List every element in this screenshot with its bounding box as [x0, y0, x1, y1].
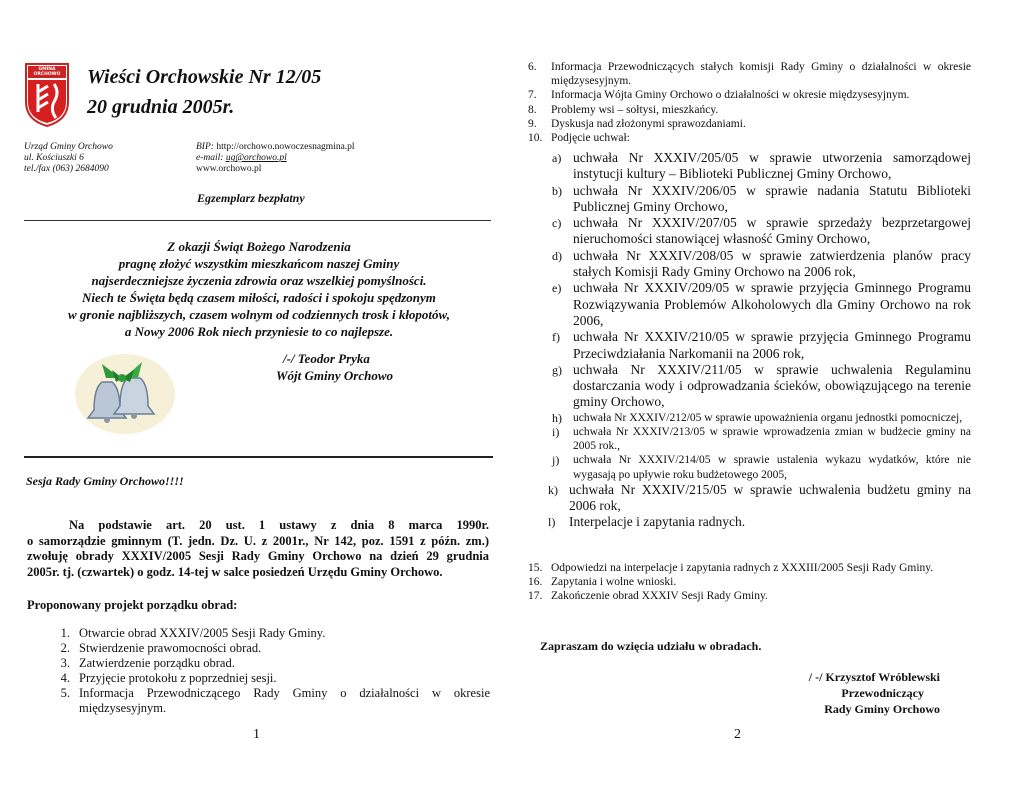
agenda-list-tail	[528, 561, 971, 604]
chair-role: Przewodniczący	[841, 686, 924, 700]
newsletter-title: Wieści Orchowskie Nr 12/05	[87, 66, 322, 88]
newsletter-date: 20 grudnia 2005r.	[87, 96, 235, 118]
greeting-line: najserdeczniejsze życzenia zdrowia oraz wszelkiej pomyślności.	[91, 273, 427, 288]
header-divider	[24, 220, 491, 221]
notice-line: o samorządzie gminnym (T. jedn. Dz. U. z 2001r., Nr 142, poz. 1591 z późn. zm.)	[27, 533, 489, 548]
agenda-list-left	[27, 626, 490, 716]
agenda-list-right	[528, 60, 971, 145]
list-item: 5. Informacja Przewodniczącego Rady Gminy o działalności w okresie międzysesyjnym.	[60, 686, 490, 715]
office-name: Urząd Gminy Orchowo	[24, 142, 113, 152]
crest-logo	[24, 62, 70, 128]
list-item: b) uchwała Nr XXXIV/206/05 w sprawie nadania Statutu Biblioteki Publicznej Gminy Orchowo,	[552, 182, 971, 214]
chair-name: / -/ Krzysztof Wróblewski	[808, 670, 940, 684]
email-link[interactable]: ug@orchowo.pl	[225, 153, 287, 163]
greeting-line: w gronie najbliższych, czasem wolnym od codziennych trosk i kłopotów,	[68, 307, 450, 322]
chair-signature	[760, 669, 940, 717]
greeting-line: a Nowy 2006 Rok niech przyniesie to co najlepsze.	[124, 324, 394, 339]
list-item: 17. Zakończenie obrad XXXIV Sesji Rady Gminy.	[528, 590, 768, 603]
list-item: 8. Problemy wsi – sołtysi, mieszkańcy.	[528, 103, 719, 116]
notice-line: Na podstawie art. 20 ust. 1 ustawy z dnia 8 marca 1990r.	[69, 518, 489, 532]
bip-link[interactable]: http://orchowo.nowoczesnagmina.pl	[216, 142, 355, 152]
greeting-line: Z okazji Świąt Bożego Narodzenia	[167, 239, 351, 254]
christmas-greeting	[20, 238, 498, 340]
email-label: e-mail:	[196, 153, 224, 163]
list-item: 3. Zatwierdzenie porządku obrad.	[60, 656, 235, 670]
mayor-signature: /-/ Teodor Pryka	[283, 351, 370, 366]
list-item: l) Interpelacje i zapytania radnych.	[548, 514, 746, 530]
list-item: 4. Przyjęcie protokołu z poprzedniej sesji.	[60, 671, 277, 685]
chair-body: Rady Gminy Orchowo	[824, 702, 940, 716]
invitation-text: Zapraszam do wzięcia udziału w obradach.	[540, 639, 762, 653]
free-copy-note: Egzemplarz bezpłatny	[197, 191, 305, 205]
crest-text: GMINA ORCHOWO	[33, 67, 61, 77]
list-item: 15. Odpowiedzi na interpelacje i zapytania radnych z XXXIII/2005 Sesji Rady Gminy.	[528, 562, 934, 574]
list-item: g) uchwała Nr XXXIV/211/05 w sprawie uchwalenia Regulaminu dostarczania wody i odprowadzania ścieków, obowiązującego na terenie gminy Orchowo,	[552, 361, 971, 410]
list-item: c) uchwała Nr XXXIV/207/05 w sprawie sprzedaży bezprzetargowej nieruchomości stanowiącej własność Gminy Orchowo,	[552, 215, 971, 247]
list-item: f) uchwała Nr XXXIV/210/05 w sprawie przyjęcia Gminnego Programu Przeciwdziałania Narkomanii na 2006 rok,	[552, 329, 971, 361]
page-number-right: 2	[734, 727, 741, 742]
list-item: 2. Stwierdzenie prawomocności obrad.	[60, 641, 262, 655]
www-link[interactable]: www.orchowo.pl	[196, 164, 262, 174]
list-item: 10. Podjęcie uchwał:	[528, 132, 630, 145]
list-item: 16. Zapytania i wolne wnioski.	[528, 576, 677, 589]
notice-line: zwołuję obrady XXXIV/2005 Sesji Rady Gminy Orchowo na dzień 29 grudnia	[27, 549, 489, 563]
bip-label: BIP:	[196, 142, 214, 152]
contact-block	[196, 142, 355, 175]
list-item: a) uchwała Nr XXXIV/205/05 w sprawie utworzenia samorządowej instytucji kultury – Biblioteki Publicznej Gminy Orchowo,	[552, 150, 971, 182]
list-item: 7. Informacja Wójta Gminy Orchowo o działalności w okresie międzysesyjnym.	[528, 89, 910, 102]
list-item: h) uchwała Nr XXXIV/212/05 w sprawie upoważnienia organu jednostki pomocniczej,	[552, 410, 963, 425]
list-item: j) uchwała Nr XXXIV/214/05 w sprawie ustalenia wykazu wydatków, które nie wygasają po upływie roku budżetowego 2005,	[552, 453, 971, 481]
mayor-position: Wójt Gminy Orchowo	[276, 368, 394, 383]
office-phone: tel./fax (063) 2684090	[24, 164, 109, 174]
resolutions-list	[548, 150, 971, 531]
list-item: 6. Informacja Przewodniczących stałych komisji Rady Gminy o działalności w okresie międzysesyjnym.	[528, 61, 971, 88]
page-number-left: 1	[253, 727, 260, 742]
list-item: i) uchwała Nr XXXIV/213/05 w sprawie wprowadzenia zmian w budżecie gminy na 2005 rok.,	[552, 424, 971, 453]
list-item: 9. Dyskusja nad złożonymi sprawozdaniami.	[528, 117, 746, 130]
list-item: k) uchwała Nr XXXIV/215/05 w sprawie uchwalenia budżetu gminy na 2006 rok,	[548, 481, 971, 514]
greeting-line: Niech te Święta będą czasem miłości, radości i spokoju spędzonym	[82, 290, 436, 305]
agenda-heading: Proponowany projekt porządku obrad:	[27, 598, 238, 612]
office-street: ul. Kościuszki 6	[24, 153, 84, 163]
session-notice	[27, 518, 489, 580]
bells-illustration	[72, 348, 178, 436]
list-item: 1. Otwarcie obrad XXXIV/2005 Sesji Rady Gminy.	[60, 626, 326, 640]
greeting-divider	[24, 456, 493, 458]
list-item: e) uchwała Nr XXXIV/209/05 w sprawie przyjęcia Gminnego Programu Rozwiązywania Problemów Alkoholowych dla Gminy Orchowo na rok 2006,	[552, 280, 971, 328]
list-item: d) uchwała Nr XXXIV/208/05 w sprawie zatwierdzenia planów pracy stałych Komisji Rady Gminy Orchowo na 2006 rok,	[552, 247, 971, 280]
session-heading: Sesja Rady Gminy Orchowo!!!!	[26, 474, 184, 488]
office-address	[24, 142, 113, 175]
greeting-line: pragnę złożyć wszystkim mieszkańcom naszej Gminy	[118, 256, 400, 271]
notice-line: 2005r. tj. (czwartek) o godz. 14-tej w salce posiedzeń Urzędu Gminy Orchowo.	[27, 564, 443, 579]
